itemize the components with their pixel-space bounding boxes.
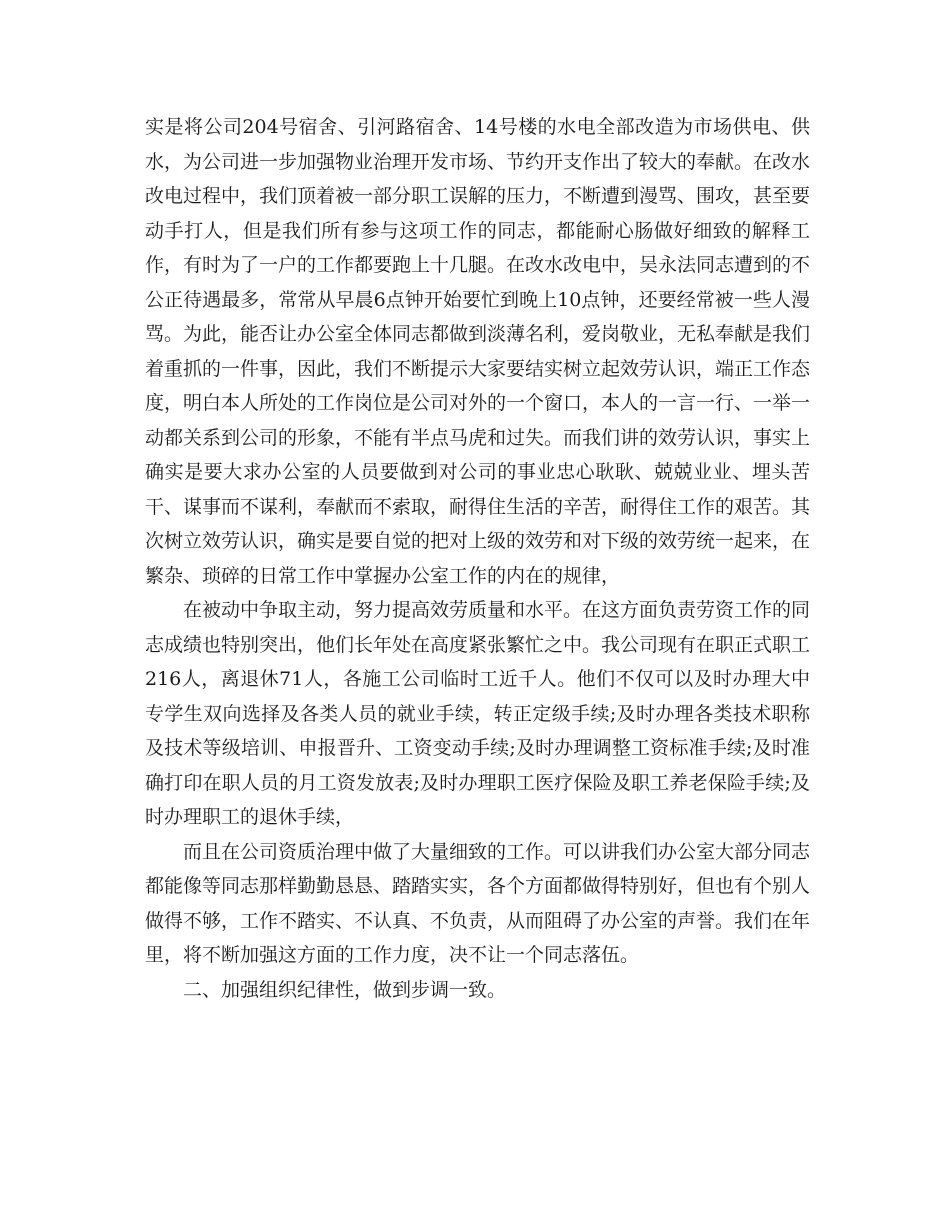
- section-heading: 二、加强组织纪律性，做到步调一致。: [183, 978, 507, 1001]
- paragraph-3: 而且在公司资质治理中做了大量细致的工作。可以讲我们办公室大部分同志都能像等同志那样勤勤恳恳、踏踏实实，各个方面都做得特别好，但也有个别人做得不够，工作不踏实、不认真、不负责，从而阻碍了办公室的声誉。我们在年里，将不断加强这方面的工作力度，决不让一个同志落伍。: [145, 840, 811, 966]
- paragraph-2: 在被动中争取主动，努力提高效劳质量和水平。在这方面负责劳资工作的同志成绩也特别突出，他们长年处在高度紧张繁忙之中。我公司现有在职正式职工216人，离退休71人，各施工公司临时工近千人。他们不仅可以及时办理大中专学生双向选择及各类人员的就业手续，转正定级手续;及时办理各类技术职称及技术等级培训、申报晋升、工资变动手续;及时办理调整工资标准手续;及时准确打印在职人员的月工资发放表;及时办理职工医疗保险及职工养老保险手续;及时办理职工的退休手续，: [145, 599, 811, 828]
- document-body: [145, 110, 810, 1007]
- paragraph-1: 实是将公司204号宿舍、引河路宿舍、14号楼的水电全部改造为市场供电、供水，为公司进一步加强物业治理开发市场、节约开支作出了较大的奉献。在改水改电过程中，我们顶着被一部分职工误解的压力，不断遭到漫骂、围攻，甚至要动手打人，但是我们所有参与这项工作的同志，都能耐心肠做好细致的解释工作，有时为了一户的工作都要跑上十几腿。在改水改电中，吴永法同志遭到的不公正待遇最多，常常从早晨6点钟开始要忙到晚上10点钟，还要经常被一些人漫骂。为此，能否让办公室全体同志都做到淡薄名利，爱岗敬业，无私奉献是我们着重抓的一件事，因此，我们不断提示大家要结实树立起效劳认识，端正工作态度，明白本人所处的工作岗位是公司对外的一个窗口，本人的一言一行、一举一动都关系到公司的形象，不能有半点马虎和过失。而我们讲的效劳认识，事实上确实是要大求办公室的人员要做到对公司的事业忠心耿耿、兢兢业业、埋头苦干、谋事而不谋利，奉献而不索取，耐得住生活的辛苦，耐得住工作的艰苦。其次树立效劳认识，确实是要自觉的把对上级的效劳和对下级的效劳统一起来，在繁杂、琐碎的日常工作中掌握办公室工作的内在的规律，: [145, 116, 811, 587]
